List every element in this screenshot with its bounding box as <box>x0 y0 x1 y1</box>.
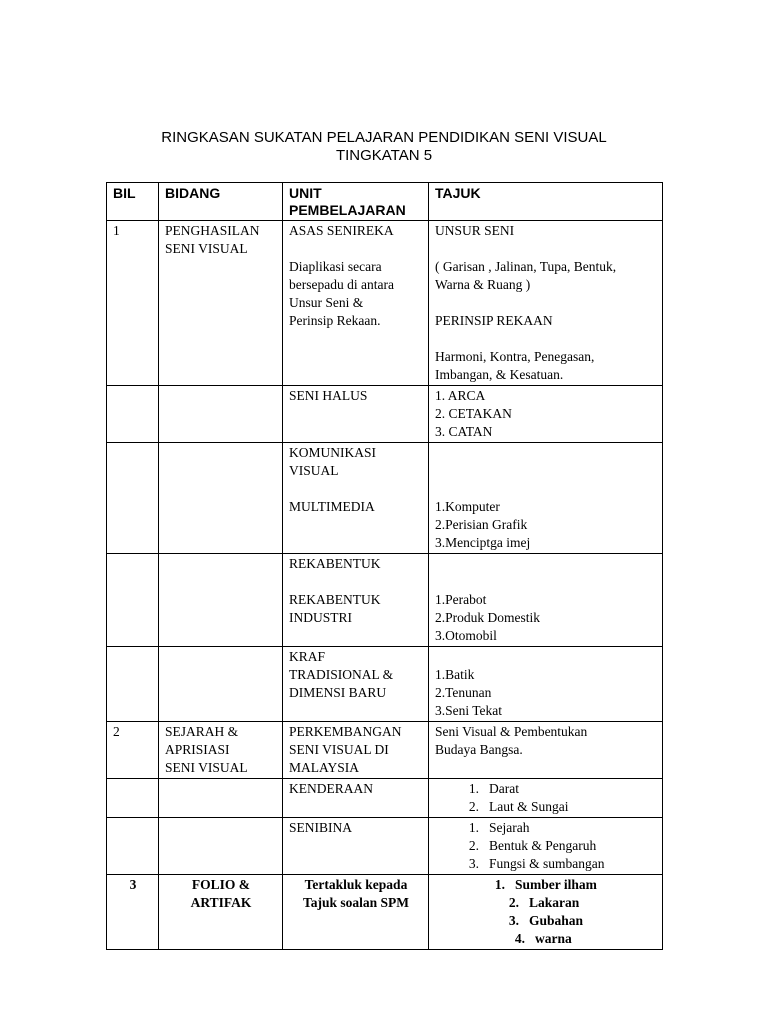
cell-bidang <box>159 554 283 647</box>
document-subtitle: TINGKATAN 5 <box>335 147 433 164</box>
list-item: 3. Gubahan <box>508 913 584 928</box>
table-row <box>107 221 663 386</box>
cell-unit: KOMUNIKASI VISUAL MULTIMEDIA <box>283 443 429 554</box>
table-row <box>107 779 663 818</box>
cell-bil <box>107 818 159 875</box>
list-item: 1. Sumber ilham <box>494 877 597 892</box>
list-item: 3. Fungsi & sumbangan <box>468 856 605 871</box>
cell-unit: ASAS SENIREKA Diaplikasi secara bersepadu di antara Unsur Seni & Perinsip Rekaan. <box>283 221 429 386</box>
header-unit: UNIT PEMBELAJARAN <box>283 183 429 221</box>
cell-tajuk: 1.Komputer 2.Perisian Grafik 3.Menciptga imej <box>429 443 663 554</box>
table-row <box>107 386 663 443</box>
cell-bil <box>107 386 159 443</box>
cell-tajuk <box>429 818 663 875</box>
header-bil: BIL <box>107 183 159 221</box>
cell-bil: 1 <box>107 221 159 386</box>
list-item: 1. Darat <box>468 781 519 796</box>
cell-bidang <box>159 818 283 875</box>
cell-unit: KRAF TRADISIONAL & DIMENSI BARU <box>283 647 429 722</box>
cell-tajuk <box>429 875 663 950</box>
table-row <box>107 554 663 647</box>
table-row <box>107 875 663 950</box>
cell-bidang <box>159 779 283 818</box>
list-item: 1. Sejarah <box>468 820 530 835</box>
list-item: 2. Lakaran <box>508 895 580 910</box>
cell-tajuk: 1.Perabot 2.Produk Domestik 3.Otomobil <box>429 554 663 647</box>
table-header-row <box>107 183 663 221</box>
table-row <box>107 722 663 779</box>
cell-bil <box>107 647 159 722</box>
cell-tajuk: Seni Visual & Pembentukan Budaya Bangsa. <box>429 722 663 779</box>
header-bidang: BIDANG <box>159 183 283 221</box>
syllabus-table <box>106 182 663 950</box>
cell-bidang <box>159 443 283 554</box>
document-title: RINGKASAN SUKATAN PELAJARAN PENDIDIKAN SENI VISUAL <box>161 129 607 146</box>
cell-bil <box>107 443 159 554</box>
cell-bidang: SEJARAH & APRISIASI SENI VISUAL <box>159 722 283 779</box>
cell-tajuk: 1.Batik 2.Tenunan 3.Seni Tekat <box>429 647 663 722</box>
list-item: 2. Laut & Sungai <box>468 799 569 814</box>
cell-bidang <box>159 386 283 443</box>
cell-bil <box>107 779 159 818</box>
list-item: 2. Bentuk & Pengaruh <box>468 838 597 853</box>
cell-bil <box>107 554 159 647</box>
cell-tajuk: UNSUR SENI ( Garisan , Jalinan, Tupa, Bentuk, Warna & Ruang ) PERINSIP REKAAN Harmoni, Kontra, Penegasan, Imbangan, & Kesatuan. <box>429 221 663 386</box>
cell-bil: 3 <box>107 875 159 950</box>
cell-bil: 2 <box>107 722 159 779</box>
table-row <box>107 443 663 554</box>
cell-bidang: PENGHASILAN SENI VISUAL <box>159 221 283 386</box>
table-row <box>107 647 663 722</box>
cell-bidang: FOLIO & ARTIFAK <box>159 875 283 950</box>
cell-unit: KENDERAAN <box>283 779 429 818</box>
cell-unit: SENI HALUS <box>283 386 429 443</box>
list-item: 4. warna <box>514 931 572 946</box>
cell-unit: PERKEMBANGAN SENI VISUAL DI MALAYSIA <box>283 722 429 779</box>
cell-unit: Tertakluk kepada Tajuk soalan SPM <box>283 875 429 950</box>
cell-unit: SENIBINA <box>283 818 429 875</box>
cell-unit: REKABENTUK REKABENTUK INDUSTRI <box>283 554 429 647</box>
header-tajuk: TAJUK <box>429 183 663 221</box>
cell-tajuk: 1. ARCA 2. CETAKAN 3. CATAN <box>429 386 663 443</box>
cell-tajuk <box>429 779 663 818</box>
cell-bidang <box>159 647 283 722</box>
table-row <box>107 818 663 875</box>
